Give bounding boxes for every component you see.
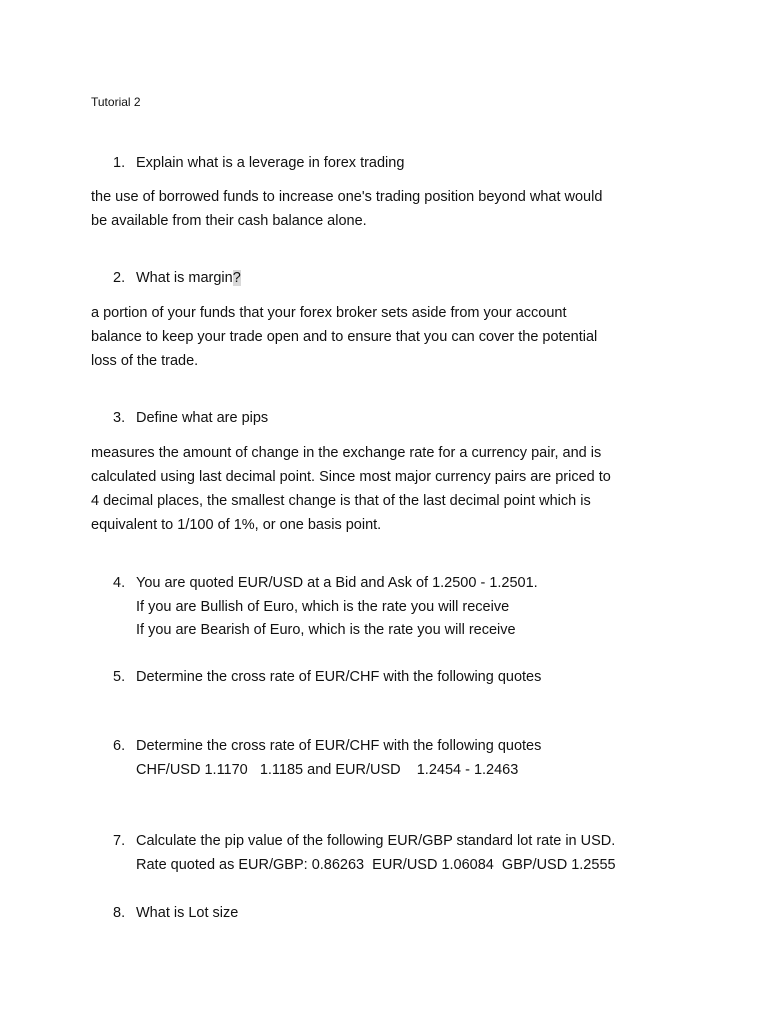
question-number: 8. [113,905,126,921]
answer-line: be available from their cash balance alone. [91,213,367,229]
answer-1 [91,185,681,233]
question-8 [113,902,238,926]
answer-line: loss of the trade. [91,353,199,369]
question-number: 4. [113,575,126,591]
answer-line: equivalent to 1/100 of 1%, or one basis point. [91,517,382,533]
question-text: Explain what is a leverage in forex trading [136,155,405,171]
question-5 [113,666,541,690]
question-text: Determine the cross rate of EUR/CHF with the following quotes [136,669,542,685]
question-number: 5. [113,669,126,685]
question-line: If you are Bearish of Euro, which is the rate you will receive [136,622,516,638]
answer-line: the use of borrowed funds to increase one's trading position beyond what would [91,189,603,205]
question-text: Determine the cross rate of EUR/CHF with the following quotes [136,738,542,754]
question-text: You are quoted EUR/USD at a Bid and Ask of 1.2500 - 1.2501. [136,575,538,591]
answer-line: a portion of your funds that your forex broker sets aside from your account [91,305,567,321]
question-number: 3. [113,410,126,426]
question-text: What is margin [136,270,233,286]
question-text: Define what are pips [136,410,269,426]
question-7 [113,830,616,877]
answer-2 [91,301,681,373]
question-1 [113,152,404,176]
question-number: 2. [113,270,126,286]
answer-line: 4 decimal places, the smallest change is that of the last decimal point which is [91,493,591,509]
question-text: Calculate the pip value of the following EUR/GBP standard lot rate in USD. [136,833,616,849]
question-line: CHF/USD 1.1170 1.1185 and EUR/USD 1.2454 - 1.2463 [136,761,519,778]
answer-line: balance to keep your trade open and to ensure that you can cover the potential [91,329,598,345]
question-text: What is Lot size [136,905,239,921]
highlighted-question-mark: ? [232,270,241,286]
question-number: 6. [113,738,126,754]
question-line: Rate quoted as EUR/GBP: 0.86263 EUR/USD 1.06084 GBP/USD 1.2555 [136,856,616,873]
question-number: 1. [113,155,126,171]
answer-line: measures the amount of change in the exchange rate for a currency pair, and is [91,445,602,461]
question-line: If you are Bullish of Euro, which is the rate you will receive [136,598,510,615]
question-2 [113,267,241,291]
question-4 [113,572,538,643]
document-title: Tutorial 2 [91,95,141,109]
question-6 [113,735,541,782]
question-number: 7. [113,833,126,849]
answer-3 [91,441,681,537]
question-3 [113,407,268,431]
answer-line: calculated using last decimal point. Since most major currency pairs are priced to [91,469,611,485]
